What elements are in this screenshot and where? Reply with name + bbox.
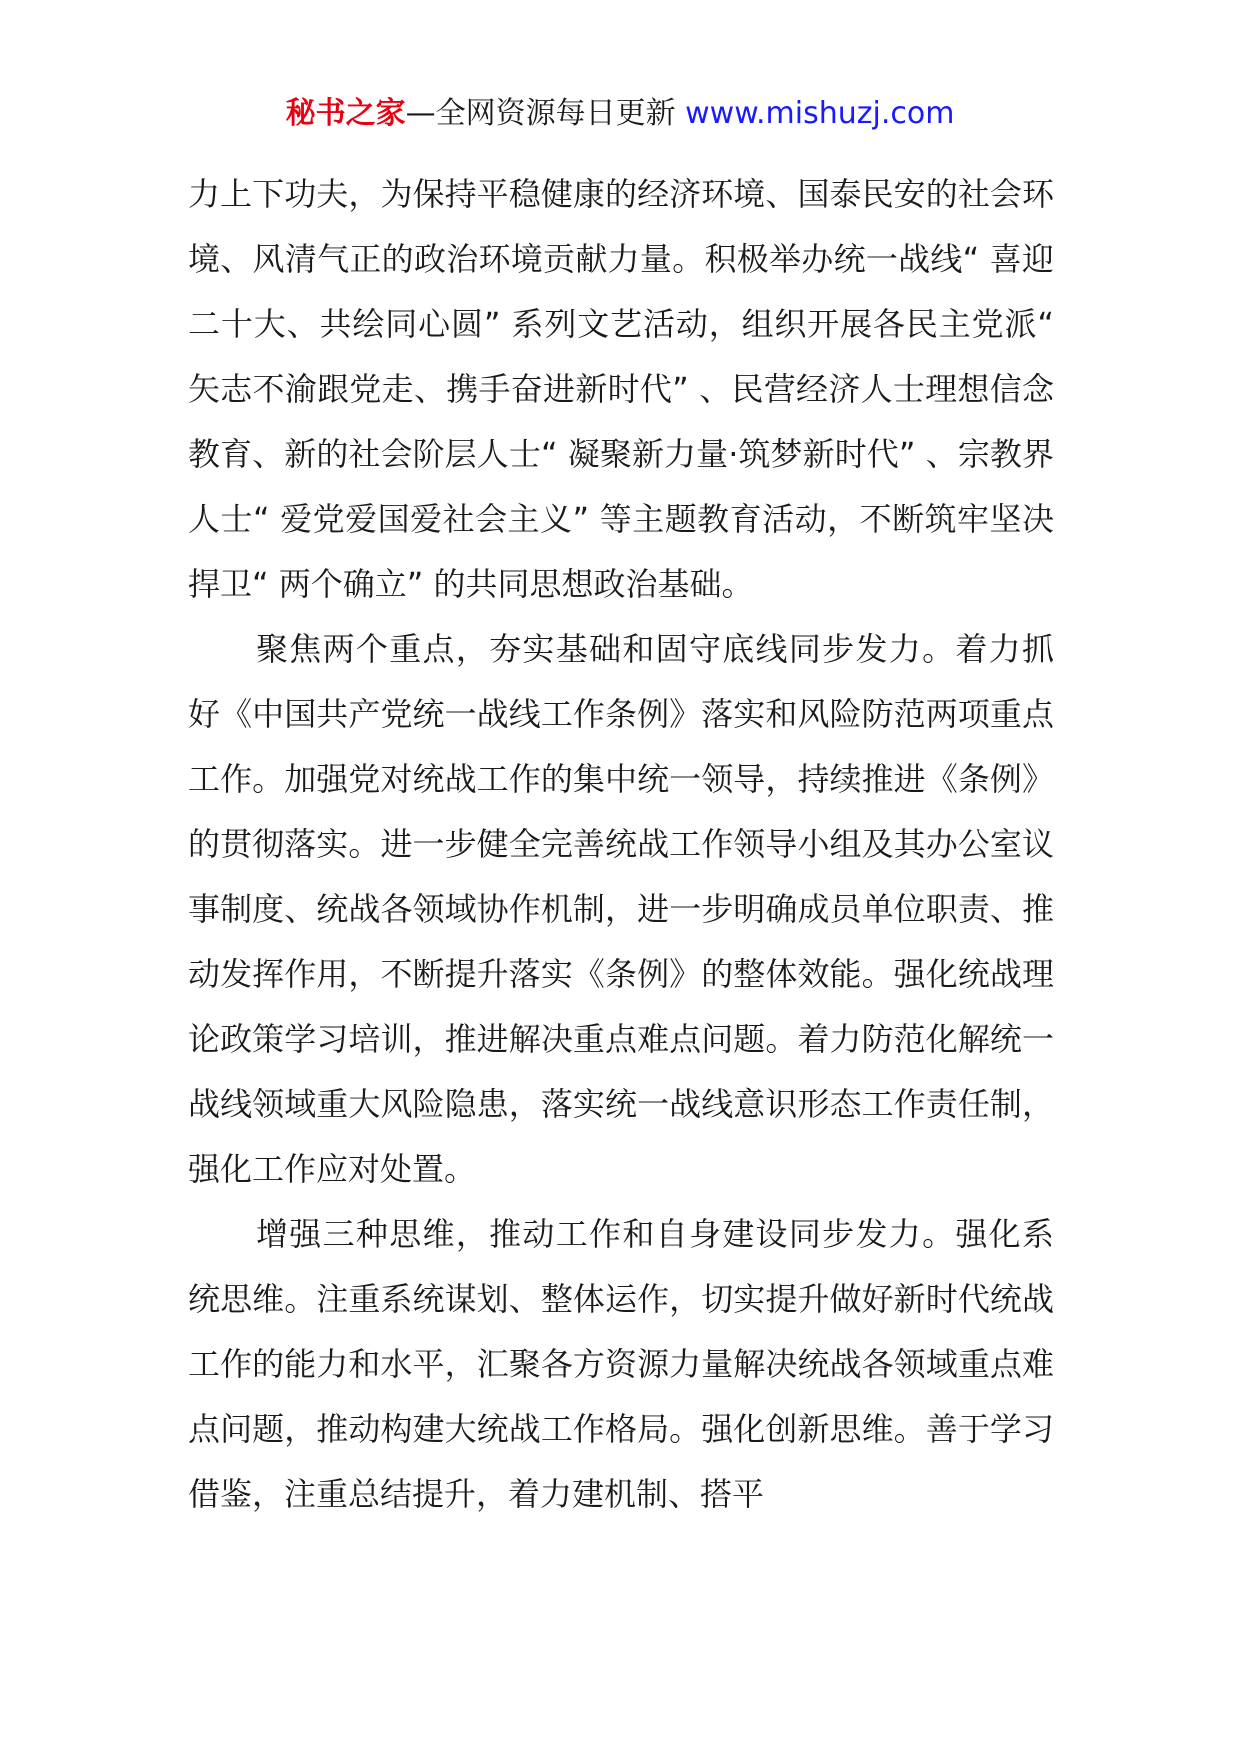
site-header [0,94,1240,134]
site-url-link[interactable]: www.mishuzj.com [685,96,955,131]
paragraph-3: 增强三种思维，推动工作和自身建设同步发力。强化系统思维。注重系统谋划、整体运作，切实提升做好新时代统战工作的能力和水平，汇聚各方资源力量解决统战各领域重点难点问题，推动构建大统战工作格局。强化创新思维。善于学习借鉴，注重总结提升，着力建机制、搭平 [188,1215,1054,1513]
brand-name: 秘书之家 [285,96,406,131]
paragraph-1: 力上下功夫，为保持平稳健康的经济环境、国泰民安的社会环境、风清气正的政治环境贡献力量。积极举办统一战线“ 喜迎二十大、共绘同心圆” 系列文艺活动，组织开展各民主党派“ 矢志不渝跟党走、携手奋进新时代” 、民营经济人士理想信念教育、新的社会阶层人士“ 凝聚新力量·筑梦新时代” 、宗教界人士“ 爱党爱国爱社会主义” 等主题教育活动，不断筑牢坚决捍卫“ 两个确立” 的共同思想政治基础。 [188,175,1054,603]
paragraph-2: 聚焦两个重点，夯实基础和固守底线同步发力。着力抓好《中国共产党统一战线工作条例》落实和风险防范两项重点工作。加强党对统战工作的集中统一领导，持续推进《条例》的贯彻落实。进一步健全完善统战工作领导小组及其办公室议事制度、统战各领域协作机制，进一步明确成员单位职责、推动发挥作用，不断提升落实《条例》的整体效能。强化统战理论政策学习培训，推进解决重点难点问题。着力防范化解统一战线领域重大风险隐患，落实统一战线意识形态工作责任制，强化工作应对处置。 [188,630,1054,1188]
header-tagline: —全网资源每日更新 [405,96,686,131]
document-body [188,162,1054,1527]
